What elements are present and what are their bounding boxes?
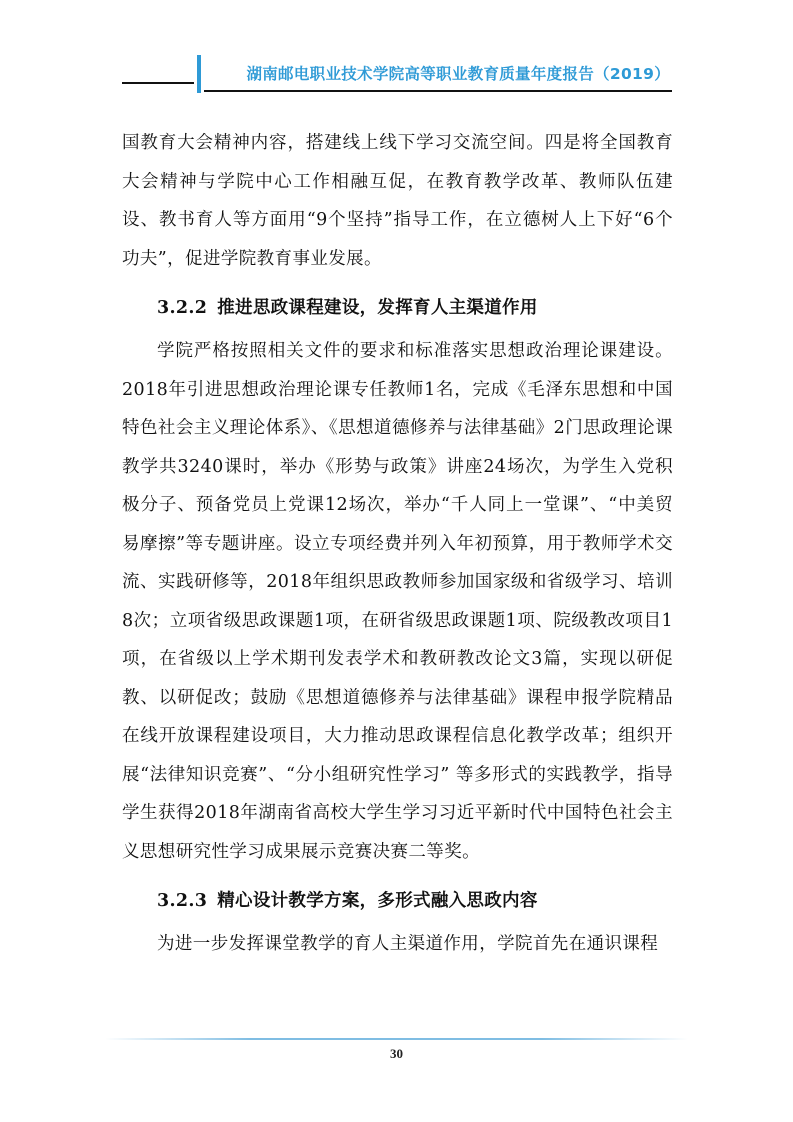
paragraph-intro: 国教育大会精神内容，搭建线上线下学习交流空间。四是将全国教育大会精神与学院中心工作相融互促，在教育教学改革、教师队伍建设、教书育人等方面用“9个坚持”指导工作，在立德树人上下好“6个功夫”，促进学院教育事业发展。 [122,133,673,269]
paragraph-3-2-2: 学院严格按照相关文件的要求和标准落实思想政治理论课建设。2018年引进思想政治理论课专任教师1名，完成《毛泽东思想和中国特色社会主义理论体系》、《思想道德修养与法律基础》2门思政理论课教学共3240课时，举办《形势与政策》讲座24场次，为学生入党积极分子、预备党员上党课12场次，举办“千人同上一堂课”、“中美贸易摩擦”等专题讲座。设立专项经费并列入年初预算，用于教师学术交流、实践研修等，2018年组织思政教师参加国家级和省级学习、培训8次；立项省级思政课题1项，在研省级思政课题1项、院级教改项目1项，在省级以上学术期刊发表学术和教研教改论文3篇，实现以研促教、以研促改；鼓励《思想道德修养与法律基础》课程申报学院精品在线开放课程建设项目，大力推动思政课程信息化教学改革；组织开展“法律知识竞赛”、“分小组研究性学习” 等多形式的实践教学，指导学生获得2018年湖南省高校大学生学习习近平新时代中国特色社会主义思想研究性学习成果展示竞赛决赛二等奖。 [122,341,673,862]
page-number: 30 [390,1046,403,1061]
section-title: 推进思政课程建设，发挥育人主渠道作用 [217,298,538,318]
header-rule-left [122,82,194,84]
paragraph-3-2-3: 为进一步发挥课堂教学的育人主渠道作用，学院首先在通识课程 [157,934,659,954]
footer-rule [105,1038,688,1040]
header-title: 湖南邮电职业技术学院高等职业教育质量年度报告（2019） [246,65,670,83]
section-heading-3-2-3 [122,882,673,920]
header-accent-bar [197,55,201,93]
section-heading-3-2-2 [122,289,673,327]
section-title: 精心设计教学方案，多形式融入思政内容 [217,891,538,911]
header-rule-right [204,90,672,92]
page-body [122,124,673,964]
section-number: 3.2.2 [157,298,208,318]
section-number: 3.2.3 [157,891,208,911]
